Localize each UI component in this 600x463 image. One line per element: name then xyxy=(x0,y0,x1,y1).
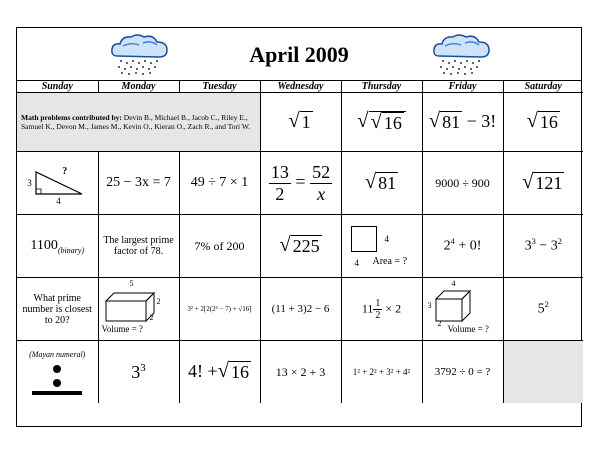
base: 2 xyxy=(443,238,451,254)
day-cell-mon-3: The largest prime factor of 78. xyxy=(98,215,179,278)
expression-rest: + 0! xyxy=(458,238,482,254)
day-cell-mon-2: 25 − 3x = 7 xyxy=(98,152,179,215)
day-cell-sat-2: √ 121 xyxy=(503,152,583,215)
day-cell-fri-2: 9000 ÷ 900 xyxy=(422,152,503,215)
day-cell-thu-1: √ √ 16 xyxy=(341,93,422,152)
weekday-friday: Friday xyxy=(422,80,503,93)
exponent: 3 xyxy=(531,237,536,247)
week-row-1 xyxy=(17,93,583,152)
whole-number: 11 xyxy=(361,300,374,315)
weekday-tuesday: Tuesday xyxy=(179,80,260,93)
expression-rest: × 2 xyxy=(385,300,402,315)
mayan-dot-icon xyxy=(53,379,61,387)
day-cell-wed-1: √ 1 xyxy=(260,93,341,152)
dimension-label: 2 xyxy=(149,313,154,322)
rain-cloud-icon xyxy=(431,32,493,76)
exponent: 2 xyxy=(544,300,549,310)
day-cell-sun-5 xyxy=(17,341,98,404)
day-cell-thu-5: 1² + 2² + 3² + 4² xyxy=(341,341,422,404)
day-cell-sat-4 xyxy=(503,278,583,341)
day-cell-thu-3 xyxy=(341,215,422,278)
numerator: 13 xyxy=(270,161,289,182)
mayan-bar-icon xyxy=(32,391,82,395)
day-cell-tue-3: 7% of 200 xyxy=(179,215,260,278)
weekday-thursday: Thursday xyxy=(341,80,422,93)
credit-names: Devin B., Michael B., Jacob C., Riley E., Samuel K., Devon M., James M., Kevin O., Kieran O., Zach R., and Tori W. xyxy=(21,113,251,131)
calendar-grid xyxy=(17,80,583,403)
calendar-header xyxy=(17,28,581,81)
side-label: 4 xyxy=(354,258,359,268)
day-cell-thu-4 xyxy=(341,278,422,341)
week-row-2 xyxy=(17,152,583,215)
day-cell-sun-4: What prime number is closest to 20? xyxy=(17,278,98,341)
day-cell-fri-1: √ 81 − 3! xyxy=(422,93,503,152)
hypotenuse-label: ? xyxy=(62,166,68,177)
day-cell-fri-4 xyxy=(422,278,503,341)
numerator: 52 xyxy=(312,161,331,182)
week-row-5 xyxy=(17,341,583,404)
denominator: 2 xyxy=(275,183,285,204)
day-cell-mon-4 xyxy=(98,278,179,341)
base: 3 xyxy=(550,238,558,254)
page-title: April 2009 xyxy=(249,42,349,67)
radicand: 121 xyxy=(535,173,563,193)
day-cell-sat-1: √ 16 xyxy=(503,93,583,152)
day-cell-thu-2: √ 81 xyxy=(341,152,422,215)
day-cell-mon-5 xyxy=(98,341,179,404)
numerator: 1 xyxy=(375,297,381,309)
denominator: 2 xyxy=(375,309,381,321)
dimension-label: 2 xyxy=(437,319,442,328)
exponent: 2 xyxy=(557,237,562,247)
volume-label: Volume = ? xyxy=(101,324,143,334)
square-icon xyxy=(351,226,377,252)
radicand: 81 xyxy=(442,112,461,132)
day-cell-fri-3 xyxy=(422,215,503,278)
calendar xyxy=(16,27,582,427)
side-label: 4 xyxy=(56,196,61,206)
day-cell-sat-3 xyxy=(503,215,583,278)
volume-label: Volume = ? xyxy=(447,324,489,334)
weekday-saturday: Saturday xyxy=(503,80,583,93)
radicand: 225 xyxy=(292,236,320,256)
day-cell-sat-5 xyxy=(503,341,583,404)
week-row-3 xyxy=(17,215,583,278)
radicand: 81 xyxy=(378,173,397,193)
operator: − xyxy=(539,238,548,254)
radicand: 16 xyxy=(539,112,558,132)
day-cell-wed-5: 13 × 2 + 3 xyxy=(260,341,341,404)
radicand: 1 xyxy=(301,112,311,132)
day-cell-wed-3: √ 225 xyxy=(260,215,341,278)
binary-number: 1100 xyxy=(30,237,58,253)
base: 3 xyxy=(524,238,532,254)
weekday-monday: Monday xyxy=(98,80,179,93)
base: 5 xyxy=(537,301,545,317)
weekday-wednesday: Wednesday xyxy=(260,80,341,93)
base-subscript: (binary) xyxy=(57,245,85,255)
dimension-label: 3 xyxy=(427,301,432,310)
equals-sign: = xyxy=(295,171,306,192)
area-label: Area = ? xyxy=(372,256,408,267)
exponent: 4 xyxy=(450,237,455,247)
side-label: 3 xyxy=(27,178,32,188)
dimension-label: 5 xyxy=(129,279,134,288)
denominator: x xyxy=(317,183,326,204)
day-cell-wed-2 xyxy=(260,152,341,215)
radicand: 16 xyxy=(383,112,402,133)
day-cell-sun-3 xyxy=(17,215,98,278)
day-cell-fri-5: 3792 ÷ 0 = ? xyxy=(422,341,503,404)
expression-rest: − 3! xyxy=(466,111,497,131)
day-cell-tue-2: 49 ÷ 7 × 1 xyxy=(179,152,260,215)
credit-label: Math problems contributed by: xyxy=(21,113,122,122)
week-row-4 xyxy=(17,278,583,341)
expression-start: 4! + xyxy=(187,361,218,381)
day-cell-wed-4: (11 + 3)2 − 6 xyxy=(260,278,341,341)
dimension-label: 4 xyxy=(451,279,456,288)
credit-cell xyxy=(17,93,260,152)
day-cell-sun-2 xyxy=(17,152,98,215)
weekday-row xyxy=(17,80,583,93)
weekday-sunday: Sunday xyxy=(17,80,98,93)
dimension-label: 2 xyxy=(156,297,161,306)
side-label: 4 xyxy=(384,234,389,244)
day-cell-tue-4: 3² + 2[2(2³ − 7) + √16] xyxy=(179,278,260,341)
radicand: 16 xyxy=(231,362,249,382)
mayan-dot-icon xyxy=(53,365,61,373)
mayan-numeral-caption: (Mayan numeral) xyxy=(29,349,86,359)
base: 3 xyxy=(131,361,141,382)
day-cell-tue-5: 4! + √ 16 xyxy=(179,341,260,404)
exponent: 3 xyxy=(140,361,146,374)
